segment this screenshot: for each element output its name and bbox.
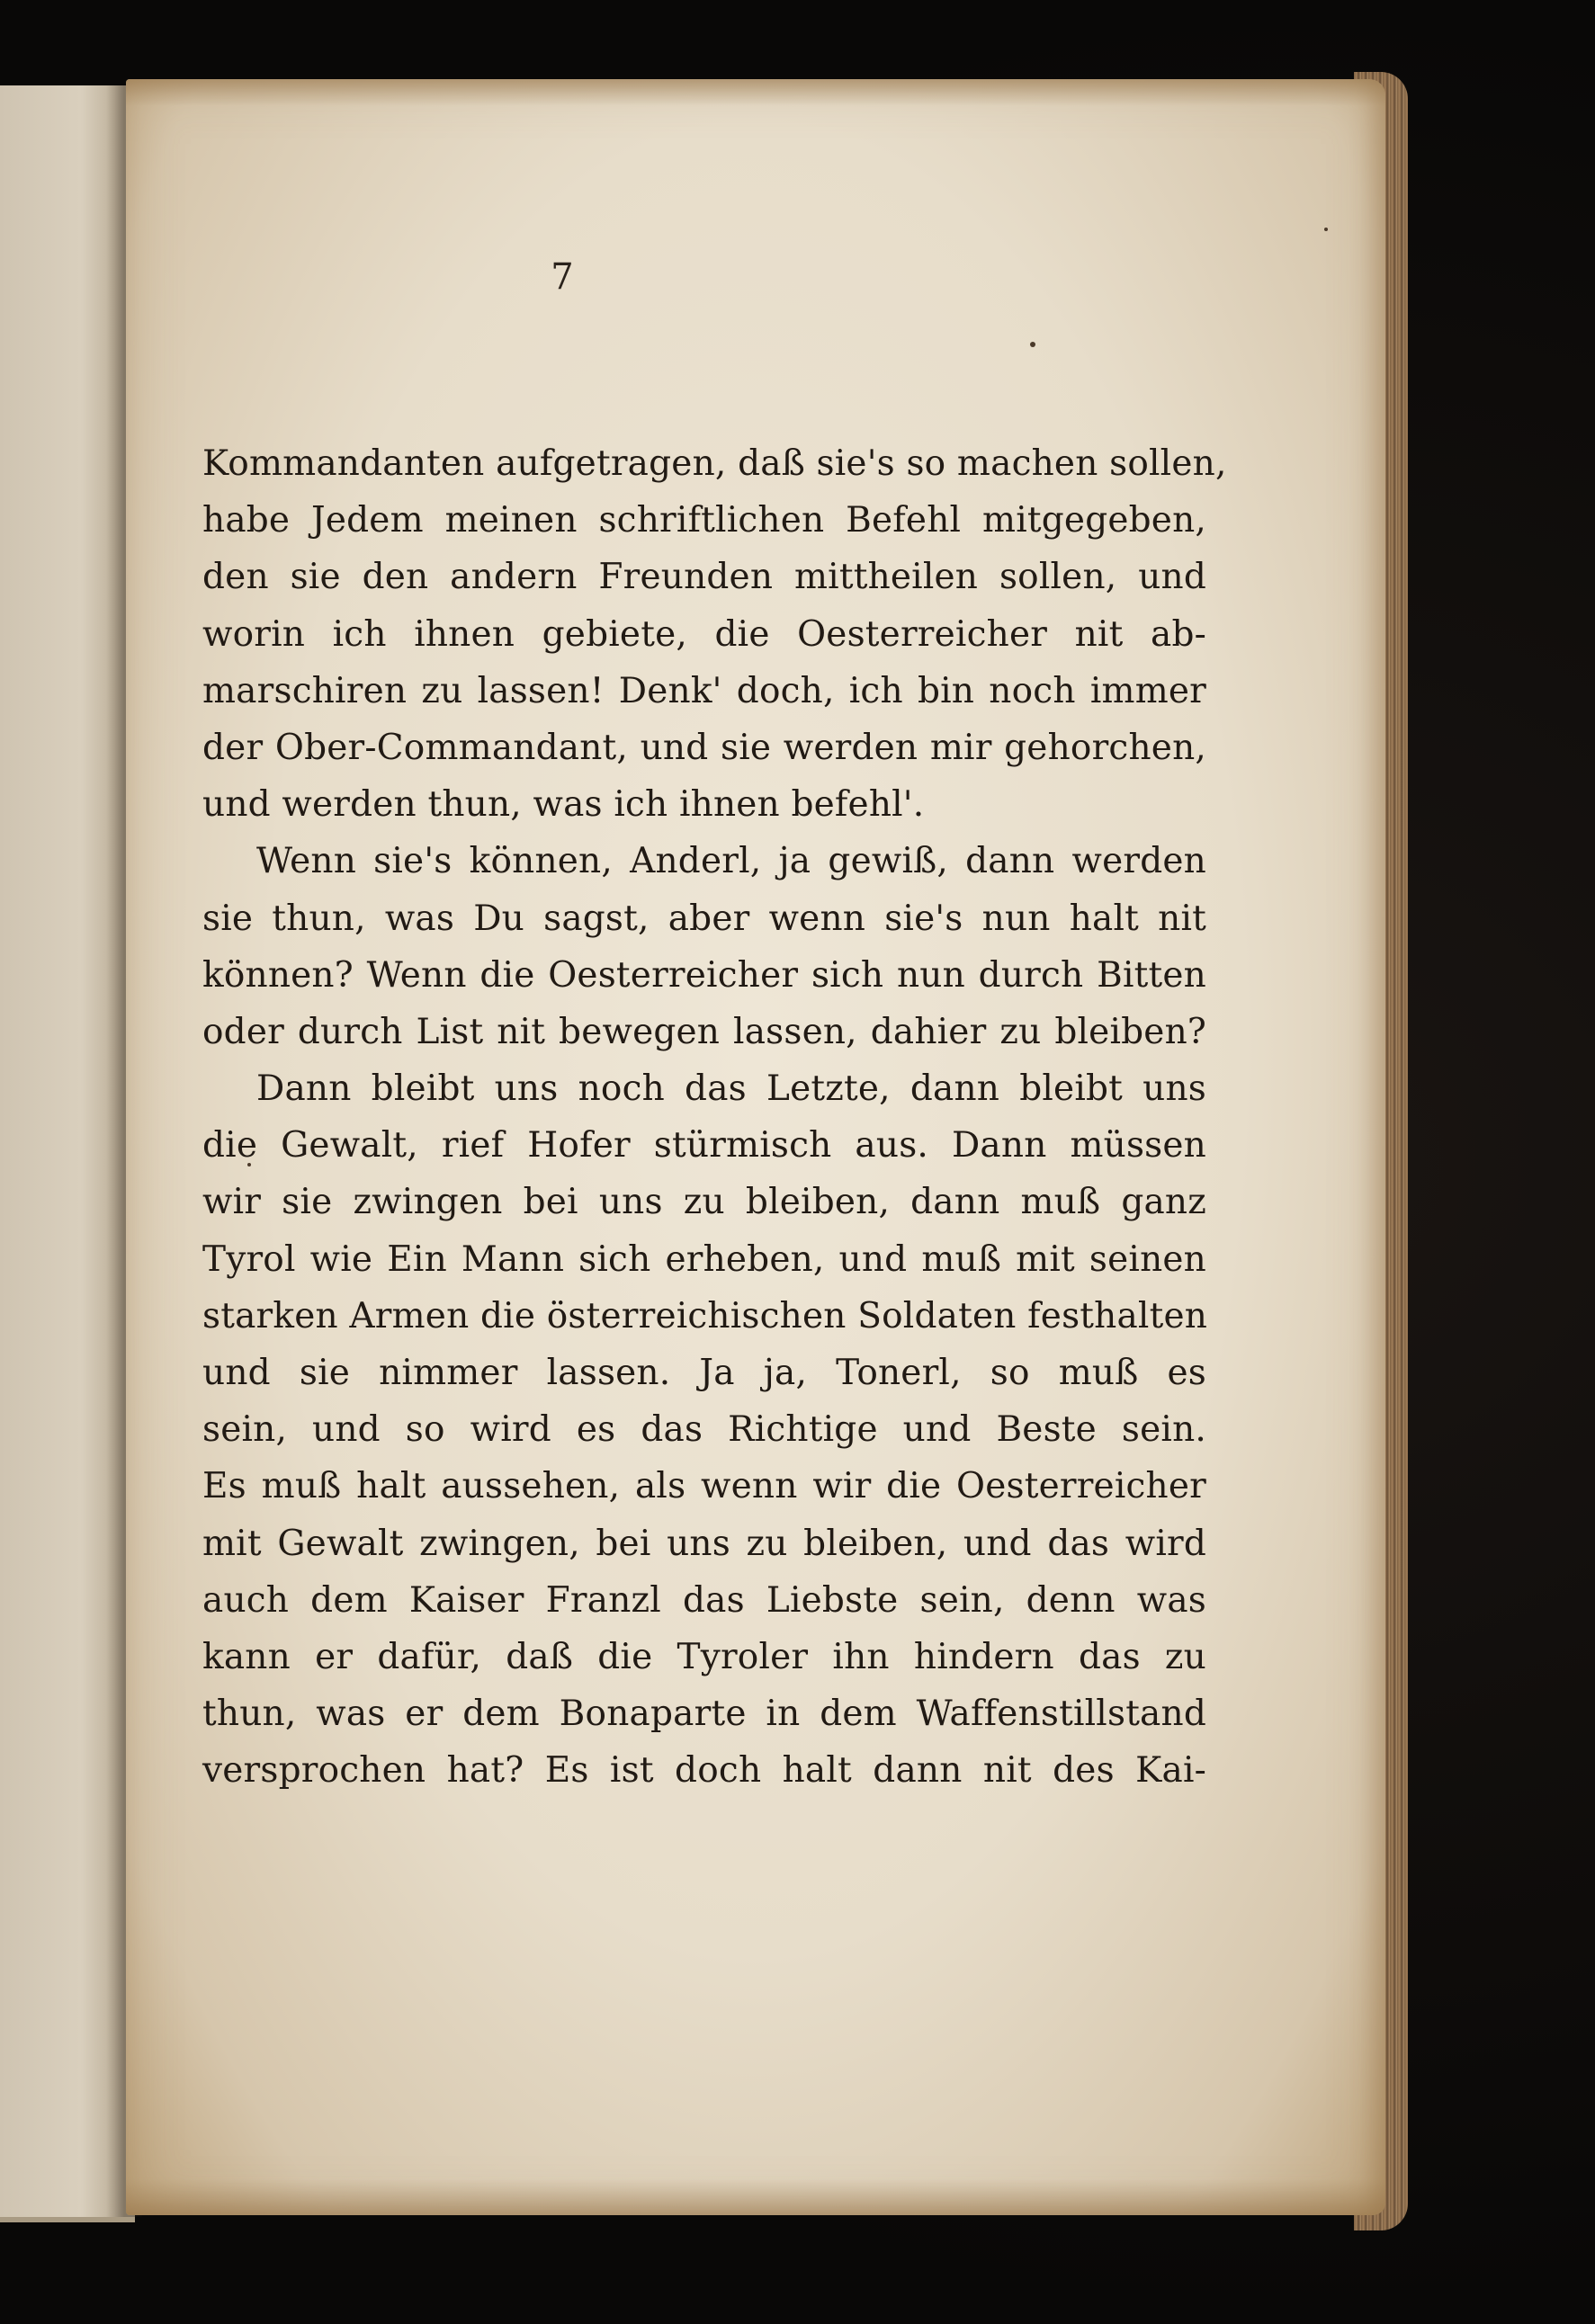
text-line: auch dem Kaiser Franzl das Liebste sein, denn was [202, 1579, 1206, 1621]
text-line: Es muß halt aussehen, als wenn wir die Oesterreicher [202, 1466, 1206, 1507]
text-line: marschiren zu lassen! Denk' doch, ich bin noch immer [202, 670, 1206, 711]
text-line: habe Jedem meinen schriftlichen Befehl mitgegeben, [202, 500, 1206, 541]
text-line: den sie den andern Freunden mittheilen sollen, und [202, 557, 1206, 598]
text-line: Wenn sie's können, Anderl, ja gewiß, dann werden [256, 841, 1206, 882]
text-line: Kommandanten aufgetragen, daß sie's so machen sollen, [202, 443, 1227, 484]
body-text [202, 435, 1227, 1800]
text-line: versprochen hat? Es ist doch halt dann nit des Kai- [202, 1750, 1206, 1792]
text-line: können? Wenn die Oesterreicher sich nun durch Bitten [202, 954, 1206, 996]
text-line: sein, und so wird es das Richtige und Beste sein. [202, 1409, 1206, 1451]
text-line: und sie nimmer lassen. Ja ja, Tonerl, so muß es [202, 1353, 1206, 1393]
text-line: Tyrol wie Ein Mann sich erheben, und muß mit seinen [202, 1238, 1206, 1280]
text-line: die Gewalt, rief Hofer stürmisch aus. Dann müssen [202, 1125, 1206, 1166]
text-line: wir sie zwingen bei uns zu bleiben, dann muß ganz [202, 1182, 1206, 1223]
text-line: sie thun, was Du sagst, aber wenn sie's nun halt nit [202, 898, 1206, 939]
text-line: starken Armen die österreichischen Soldaten festhalten [202, 1295, 1208, 1336]
text-line: kann er dafür, daß die Tyroler ihn hindern das zu [202, 1636, 1206, 1677]
text-line: Dann bleibt uns noch das Letzte, dann bleibt uns [256, 1068, 1206, 1110]
paper-speck [1030, 342, 1035, 347]
text-line: thun, was er dem Bonaparte in dem Waffenstillstand [202, 1694, 1206, 1735]
text-line: oder durch List nit bewegen lassen, dahier zu bleiben? [202, 1011, 1206, 1052]
paper-speck [1324, 228, 1328, 231]
text-line: mit Gewalt zwingen, bei uns zu bleiben, und das wird [202, 1523, 1206, 1564]
text-line: worin ich ihnen gebiete, die Oesterreicher nit ab- [202, 613, 1206, 655]
page-number: 7 [551, 256, 574, 298]
text-line: und werden thun, was ich ihnen befehl'. [202, 784, 925, 826]
text-line: der Ober-Commandant, und sie werden mir gehorchen, [202, 727, 1206, 768]
